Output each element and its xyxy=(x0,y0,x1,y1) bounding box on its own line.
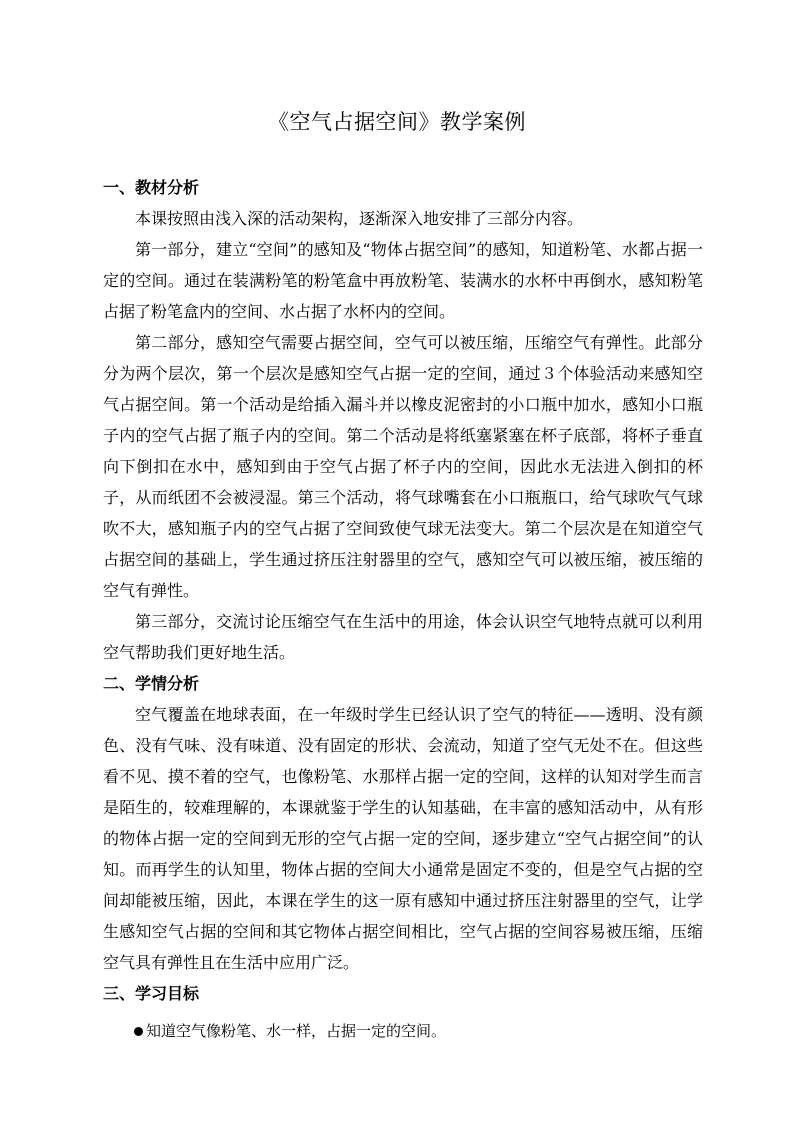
document-title: 《空气占据空间》教学案例 xyxy=(268,110,526,134)
paragraph: 本课按照由浅入深的活动架构，逐渐深入地安排了三部分内容。 xyxy=(135,209,584,228)
paragraph: 第一部分，建立“空间”的感知及“物体占据空间”的感知，知道粉笔、水都占据一定的空间。通过在装满粉笔的粉笔盒中再放粉笔、装满水的水杯中再倒水，感知粉笔占据了粉笔盒内的空间、水占据了水杯内的空间。 xyxy=(103,240,703,321)
paragraph: 第三部分，交流讨论压缩空气在生活中的用途，体会认识空气地特点就可以利用空气帮助我们更好地生活。 xyxy=(103,612,703,662)
section-learning-goals xyxy=(103,978,703,1043)
paragraph: 空气覆盖在地球表面，在一年级时学生已经认识了空气的特征——透明、没有颜色、没有气味、没有味道、没有固定的形状、会流动，知道了空气无处不在。但这些看不见、摸不着的空气，也像粉笔、水那样占据一定的空间，这样的认知对学生而言是陌生的，较难理解的，本课就鉴于学生的认知基础，在丰富的感知活动中，从有形的物体占据一定的空间到无形的空气占据一定的空间，逐步建立“空气占据空间”的认知。而再学生的认知里，物体占据的空间大小通常是固定不变的，但是空气占据的空间却能被压缩，因此，本课在学生的这一原有感知中通过挤压注射器里的空气，让学生感知空气占据的空间和其它物体占据空间相比，空气占据的空间容易被压缩，压缩空气具有弹性且在生活中应用广泛。 xyxy=(103,705,703,972)
document-body xyxy=(103,172,703,1043)
section-heading: 二、学情分析 xyxy=(103,674,200,693)
bullet-item xyxy=(103,1019,703,1043)
section-heading: 三、学习目标 xyxy=(103,984,200,1003)
section-heading: 一、教材分析 xyxy=(103,178,200,197)
bullet-dot-icon xyxy=(134,1027,143,1036)
section-student-analysis xyxy=(103,668,703,978)
bullet-text: 知道空气像粉笔、水一样，占据一定的空间。 xyxy=(146,1022,447,1040)
section-textbook-analysis xyxy=(103,172,703,668)
paragraph: 第二部分，感知空气需要占据空间，空气可以被压缩，压缩空气有弹性。此部分分为两个层次，第一个层次是感知空气占据一定的空间，通过３个体验活动来感知空气占据空间。第一个活动是给插入漏斗并以橡皮泥密封的小口瓶中加水，感知小口瓶子内的空气占据了瓶子内的空间。第二个活动是将纸塞紧塞在杯子底部，将杯子垂直向下倒扣在水中，感知到由于空气占据了杯子内的空间，因此水无法进入倒扣的杯子，从而纸团不会被浸湿。第三个活动，将气球嘴套在小口瓶瓶口，给气球吹气气球吹不大，感知瓶子内的空气占据了空间致使气球无法变大。第二个层次是在知道空气占据空间的基础上，学生通过挤压注射器里的空气，感知空气可以被压缩，被压缩的空气有弹性。 xyxy=(103,333,703,600)
